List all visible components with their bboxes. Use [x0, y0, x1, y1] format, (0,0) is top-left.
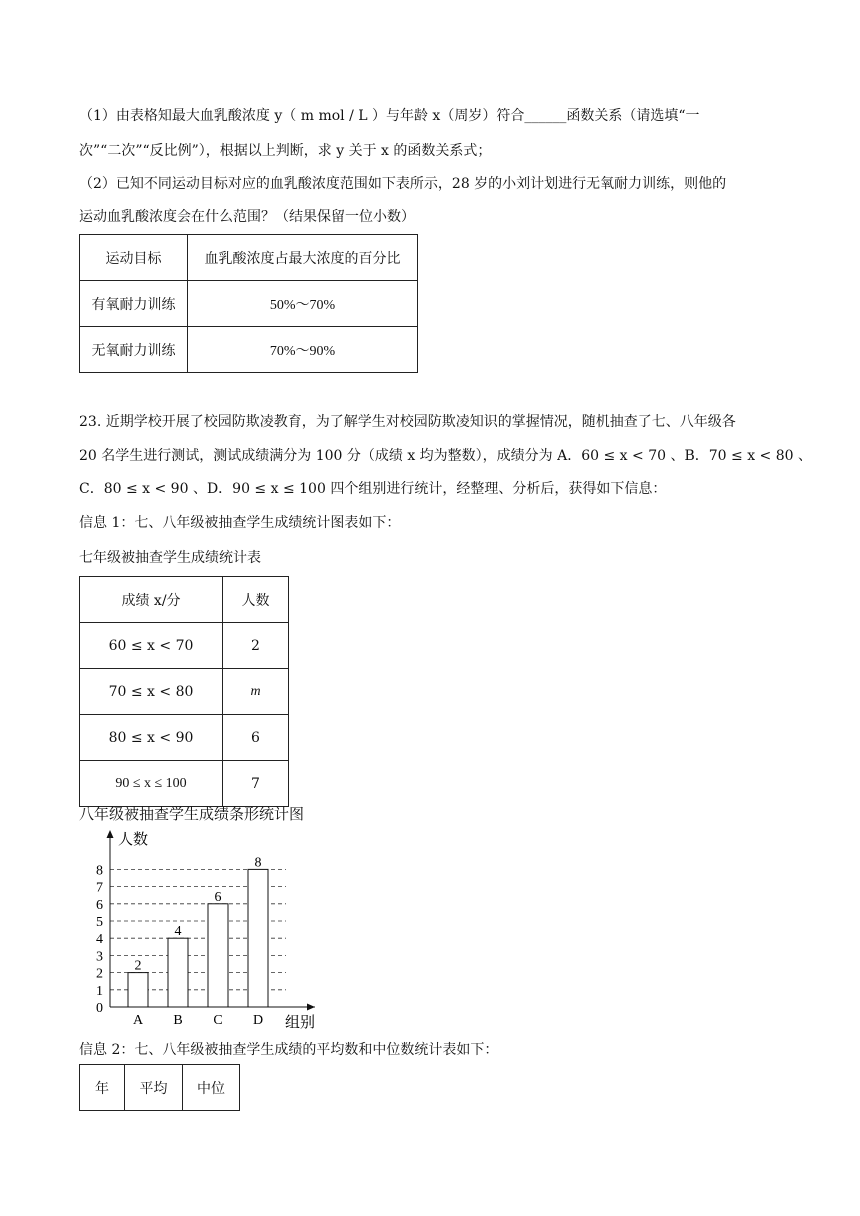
y-tick-label: 3	[96, 949, 103, 965]
q22-part2-line1: （2）已知不同运动目标对应的血乳酸浓度范围如下表所示，28 岁的小刘计划进行无氧耐力训练，则他的	[79, 176, 727, 192]
table-header-cell: 人数	[223, 577, 289, 623]
bar-value-label: 2	[134, 958, 142, 974]
x-category-label: C	[213, 1013, 223, 1028]
bar	[248, 869, 268, 1007]
y-tick-label: 1	[96, 983, 103, 999]
table-cell: 6	[223, 715, 289, 761]
table-cell: 90 ≤ x ≤ 100	[80, 761, 223, 807]
table-cell: 2	[223, 623, 289, 669]
y-tick-label: 6	[96, 897, 103, 913]
table-header-cell: 血乳酸浓度占最大浓度的百分比	[188, 235, 418, 281]
bar	[168, 938, 188, 1007]
table-header-cell: 运动目标	[80, 235, 188, 281]
q23-line3: C．80 ≤ x < 90 、D．90 ≤ x ≤ 100 四个组别进行统计，经整理、分析后，获得如下信息：	[79, 481, 667, 497]
bar-value-label: 4	[174, 924, 182, 940]
y-tick-label: 4	[96, 932, 103, 948]
y-tick-label: 2	[96, 966, 103, 982]
table-cell: 70 ≤ x < 80	[80, 669, 223, 715]
table-cell: 7	[223, 761, 289, 807]
table-cell: 80 ≤ x < 90	[80, 715, 223, 761]
table-header-cell: 平均	[125, 1065, 183, 1111]
y-axis-title: 人数	[118, 832, 149, 848]
table-cell: 70%～90%	[188, 327, 418, 373]
y-tick-label: 0	[96, 1001, 103, 1016]
table-cell: 50%～70%	[188, 281, 418, 327]
x-category-label: D	[252, 1013, 264, 1028]
x-category-label: B	[173, 1013, 183, 1028]
q23-info2: 信息 2：七、八年级被抽查学生成绩的平均数和中位数统计表如下：	[79, 1042, 499, 1058]
q22-part2-line2: 运动血乳酸浓度会在什么范围？（结果保留一位小数）	[79, 209, 415, 225]
q22-part1-line2: 次”“二次”“反比例”），根据以上判断，求 y 关于 x 的函数关系式；	[79, 143, 492, 159]
table-header-cell: 成绩 x/分	[80, 577, 223, 623]
y-tick-label: 7	[96, 880, 103, 896]
x-axis-title: 组别	[285, 1015, 316, 1031]
grade7-score-table	[79, 576, 289, 807]
grade8-bar-chart	[90, 824, 340, 1036]
table7-title: 七年级被抽查学生成绩统计表	[79, 550, 261, 566]
bar	[208, 904, 228, 1007]
x-category-label: A	[132, 1013, 144, 1028]
table-header-cell: 中位	[183, 1065, 240, 1111]
table-header-cell: 年	[80, 1065, 125, 1111]
y-axis-arrow	[107, 830, 114, 838]
bar-value-label: 8	[254, 855, 262, 871]
q22-part1-line1: （1）由表格知最大血乳酸浓度 y（ m mol / L ）与年龄 x（周岁）符合______函数关系（请选填“一	[79, 108, 700, 124]
y-tick-label: 8	[96, 863, 103, 879]
chart-title: 八年级被抽查学生成绩条形统计图	[79, 805, 305, 823]
x-axis-arrow	[307, 1004, 315, 1011]
y-tick-label: 5	[96, 915, 103, 930]
q23-line1: 23. 近期学校开展了校园防欺凌教育，为了解学生对校园防欺凌知识的掌握情况，随机抽查了七、八年级各	[79, 414, 736, 430]
q23-line2: 20 名学生进行测试，测试成绩满分为 100 分（成绩 x 均为整数），成绩分为 A．60 ≤ x < 70 、B．70 ≤ x < 80 、	[79, 448, 813, 464]
table-cell: m	[223, 669, 289, 715]
table-cell: 无氧耐力训练	[80, 327, 188, 373]
bar	[128, 973, 148, 1007]
table-cell: 60 ≤ x < 70	[80, 623, 223, 669]
bar-value-label: 6	[214, 889, 222, 905]
table-cell: 有氧耐力训练	[80, 281, 188, 327]
q23-info1: 信息 1：七、八年级被抽查学生成绩统计图表如下：	[79, 515, 401, 531]
exercise-target-table	[79, 234, 418, 373]
mean-median-table	[79, 1064, 240, 1111]
